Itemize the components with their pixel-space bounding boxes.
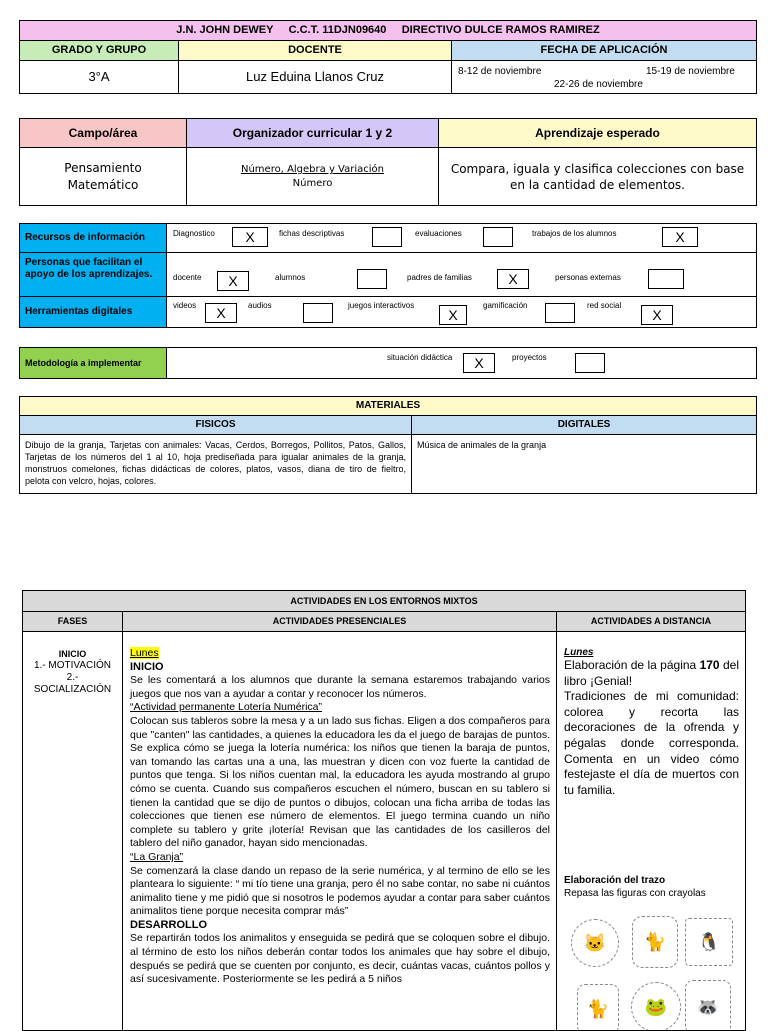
recursos-checkbox-3[interactable]: X — [662, 227, 698, 247]
trazo-title: Elaboración del trazo — [564, 875, 666, 886]
metodologia-label: Metodología a implementar — [19, 347, 167, 379]
fases-column — [22, 631, 123, 1031]
digitales-label: DIGITALES — [411, 415, 757, 435]
paragraph-4: Se repartirán todos los animalitos y enseguida se pedirá que se coloquen sobre el dibujo. al término de esto los niños deberán contar todos los animales que hay sobre el dibujo, después se pedirá que se cuenten por conjunto, es decir, cuántas vacas, cuántos pollos y así sucesivamente. Posteriormente se les pedirá a 5 niños — [130, 932, 550, 986]
grado-label: GRADO Y GRUPO — [19, 40, 179, 61]
herramientas-label-2: juegos interactivos — [348, 301, 415, 310]
personas-label: Personas que facilitan el apoyo de los aprendizajes. — [19, 252, 167, 297]
docente-value: Luz Eduina Llanos Cruz — [178, 60, 452, 94]
distancia-column — [556, 631, 746, 1031]
personas-checkbox-2[interactable]: X — [497, 269, 529, 289]
herramientas-checkbox-0[interactable]: X — [205, 303, 237, 323]
activity-1-title: “Actividad permanente Lotería Numérica” — [130, 701, 323, 714]
herramientas-label-0: videos — [173, 301, 197, 310]
campo-value — [19, 147, 187, 206]
metodologia-label-1: proyectos — [512, 353, 547, 362]
herramientas-label-4: red social — [587, 301, 622, 310]
personas-checkbox-0[interactable]: X — [217, 271, 249, 291]
trace-figure-cat3: 🐈 — [577, 984, 619, 1031]
herramientas-checkbox-4[interactable]: X — [641, 305, 673, 325]
trace-figure-penguin: 🐧 — [685, 918, 733, 966]
dist-page-number: 170 — [699, 658, 720, 672]
dist-p1a: Elaboración de la página — [564, 658, 700, 672]
recursos-label-1: fichas descriptivas — [279, 229, 345, 238]
trace-figure-figure: 🦝 — [685, 980, 731, 1031]
personas-label-0: docente — [173, 273, 202, 282]
herramientas-checkbox-1[interactable] — [303, 303, 333, 323]
recursos-label-3: trabajos de los alumnos — [532, 229, 617, 238]
personas-checkbox-1[interactable] — [357, 269, 387, 289]
trace-figure-cat: 🐱 — [571, 919, 619, 967]
campo-value-2: Matemático — [67, 178, 139, 192]
grado-value: 3°A — [19, 60, 179, 94]
organizador-label: Organizador curricular 1 y 2 — [186, 118, 439, 148]
recursos-options — [166, 223, 757, 253]
metodologia-table — [19, 347, 757, 379]
personas-label-3: personas externas — [555, 273, 621, 282]
recursos-checkbox-0[interactable]: X — [232, 227, 268, 247]
dia-label: Lunes — [130, 647, 159, 659]
recursos-table — [19, 223, 757, 331]
school-directivo: DIRECTIVO DULCE RAMOS RAMIREZ — [401, 24, 600, 36]
dist-p1c: del libro ¡Genial! — [564, 658, 739, 688]
dist-paragraph-1 — [564, 658, 739, 689]
metodologia-label-0: situación didáctica — [387, 353, 453, 362]
fecha-2: 15-19 de noviembre — [646, 66, 735, 77]
paragraph-1: Se les comentará a los alumnos que durante la semana estaremos trabajando varios juegos que nos van a ayudar a contar y reconocer los números. — [130, 674, 550, 700]
fecha-value — [451, 60, 757, 94]
header-table — [19, 20, 757, 94]
personas-label-2: padres de familias — [407, 273, 472, 282]
herramientas-label-3: gamificación — [483, 301, 528, 310]
herramientas-options — [166, 296, 757, 328]
fecha-3: 22-26 de noviembre — [554, 79, 643, 90]
campo-table — [19, 118, 757, 206]
campo-value-1: Pensamiento — [64, 161, 142, 175]
materiales-table — [19, 396, 757, 498]
herramientas-checkbox-3[interactable] — [545, 303, 575, 323]
activity-2-title: “La Granja” — [130, 850, 184, 863]
docente-label: DOCENTE — [178, 40, 452, 61]
campo-label: Campo/área — [19, 118, 187, 148]
metodologia-options — [166, 347, 757, 379]
presenciales-column — [122, 631, 557, 1031]
recursos-label-0: Diagnostico — [173, 229, 215, 238]
school-header-row — [19, 20, 757, 41]
recursos-label-2: evaluaciones — [415, 229, 462, 238]
fases-inicio: INICIO — [58, 649, 87, 659]
digitales-value: Música de animales de la granja — [411, 434, 757, 494]
recursos-checkbox-2[interactable] — [483, 227, 513, 247]
distancia-label: ACTIVIDADES A DISTANCIA — [556, 611, 746, 632]
recursos-checkbox-1[interactable] — [372, 227, 402, 247]
personas-options — [166, 252, 757, 297]
trazo-subtitle: Repasa las figuras con crayolas — [564, 888, 706, 899]
actividades-table — [22, 590, 746, 1030]
fecha-label: FECHA DE APLICACIÓN — [451, 40, 757, 61]
fisicos-label: FISICOS — [19, 415, 412, 435]
trace-figure-frog: 🐸 — [631, 982, 681, 1031]
herramientas-label-1: audios — [248, 301, 272, 310]
aprendizaje-value: Compara, iguala y clasifica colecciones con base en la cantidad de elementos. — [438, 147, 757, 206]
fases-num-2: 2.- — [66, 672, 79, 683]
metodologia-checkbox-1[interactable] — [575, 353, 605, 373]
recursos-label: Recursos de información — [19, 223, 167, 253]
aprendizaje-label: Aprendizaje esperado — [438, 118, 757, 148]
metodologia-checkbox-0[interactable]: X — [463, 353, 495, 373]
fases-label: FASES — [22, 611, 123, 632]
fases-motivacion: 1.- MOTIVACIÓN — [33, 660, 112, 671]
school-cct: C.C.T. 11DJN09640 — [288, 24, 387, 36]
organizador-value — [186, 147, 439, 206]
materiales-title: MATERIALES — [19, 396, 757, 416]
fecha-1: 8-12 de noviembre — [458, 66, 542, 77]
fisicos-value: Dibujo de la granja, Tarjetas con animales: Vacas, Cerdos, Borregos, Pollitos, Patos, Gallos, Tarjetas de los números del 1 al 10, hoja prediseñada para igualar animales de la granja, monstruos comelones, fichas didácticas de colores, platos, vasos, diana de tiro de fieltro, pelota con velcro, hojas, colores. — [19, 434, 412, 494]
herramientas-label: Herramientas digitales — [19, 296, 167, 328]
herramientas-checkbox-2[interactable]: X — [439, 305, 467, 325]
actividades-title: ACTIVIDADES EN LOS ENTORNOS MIXTOS — [22, 590, 746, 612]
dist-paragraph-2: Tradiciones de mi comunidad: colorea y recorta las decoraciones de la ofrenda y pégalas donde corresponda. Comenta en un video cómo festejaste el día de muertos con tu familia. — [564, 689, 739, 797]
desarrollo-heading: DESARROLLO — [130, 918, 207, 931]
paragraph-2: Colocan sus tableros sobre la mesa y a un lado sus fichas. Eligen a dos compañeros para que "canten" las cantidades, a quienes la educadora les da el juego de barajas de puntos. Se explica cómo se juega la lotería numérica: los niños que tienen la baraja de puntos, van tomando las cartas una a una, las muestran y dicen con voz fuerte la cantidad de puntos que tenga. Si los niños cuentan mal, la educadora les ayuda mostrando al grupo cómo se cuenta. Cuando sus compañeros escuchen el número, buscan en su tablero si tienen la cantidad que se dijo de puntos o dibujos, colocan una ficha arriba de todas las colecciones que tienen ese número de elementos. El juego termina cuando un niño complete su tablero y grite ¡lotería! Revisan que las cantidades de los casilleros del tablero del niño ganador, hayan sido mencionadas. — [130, 714, 550, 850]
personas-checkbox-3[interactable] — [648, 269, 684, 289]
inicio-heading: INICIO — [130, 660, 164, 673]
organizador-value-1: Número, Algebra y Variación — [240, 164, 384, 175]
fases-socializacion: SOCIALIZACIÓN — [33, 684, 112, 695]
trace-figure-cat2: 🐈 — [632, 916, 678, 968]
personas-label-1: alumnos — [275, 273, 306, 282]
organizador-value-2: Número — [292, 178, 333, 189]
presenciales-label: ACTIVIDADES PRESENCIALES — [122, 611, 557, 632]
paragraph-3: Se comenzará la clase dando un repaso de la serie numérica, y al termino de ello se les planteara lo siguiente: “ mi tío tiene una granja, pero él no sabe contar, no sabe ni cuántos animalito tiene y me pidió que si nosotros le podemos ayudar a contar para saber cuántos animalitos tiene porque necesita comprar más” — [130, 864, 550, 918]
school-name: J.N. JOHN DEWEY — [176, 24, 274, 36]
dist-dia: Lunes — [564, 647, 594, 658]
